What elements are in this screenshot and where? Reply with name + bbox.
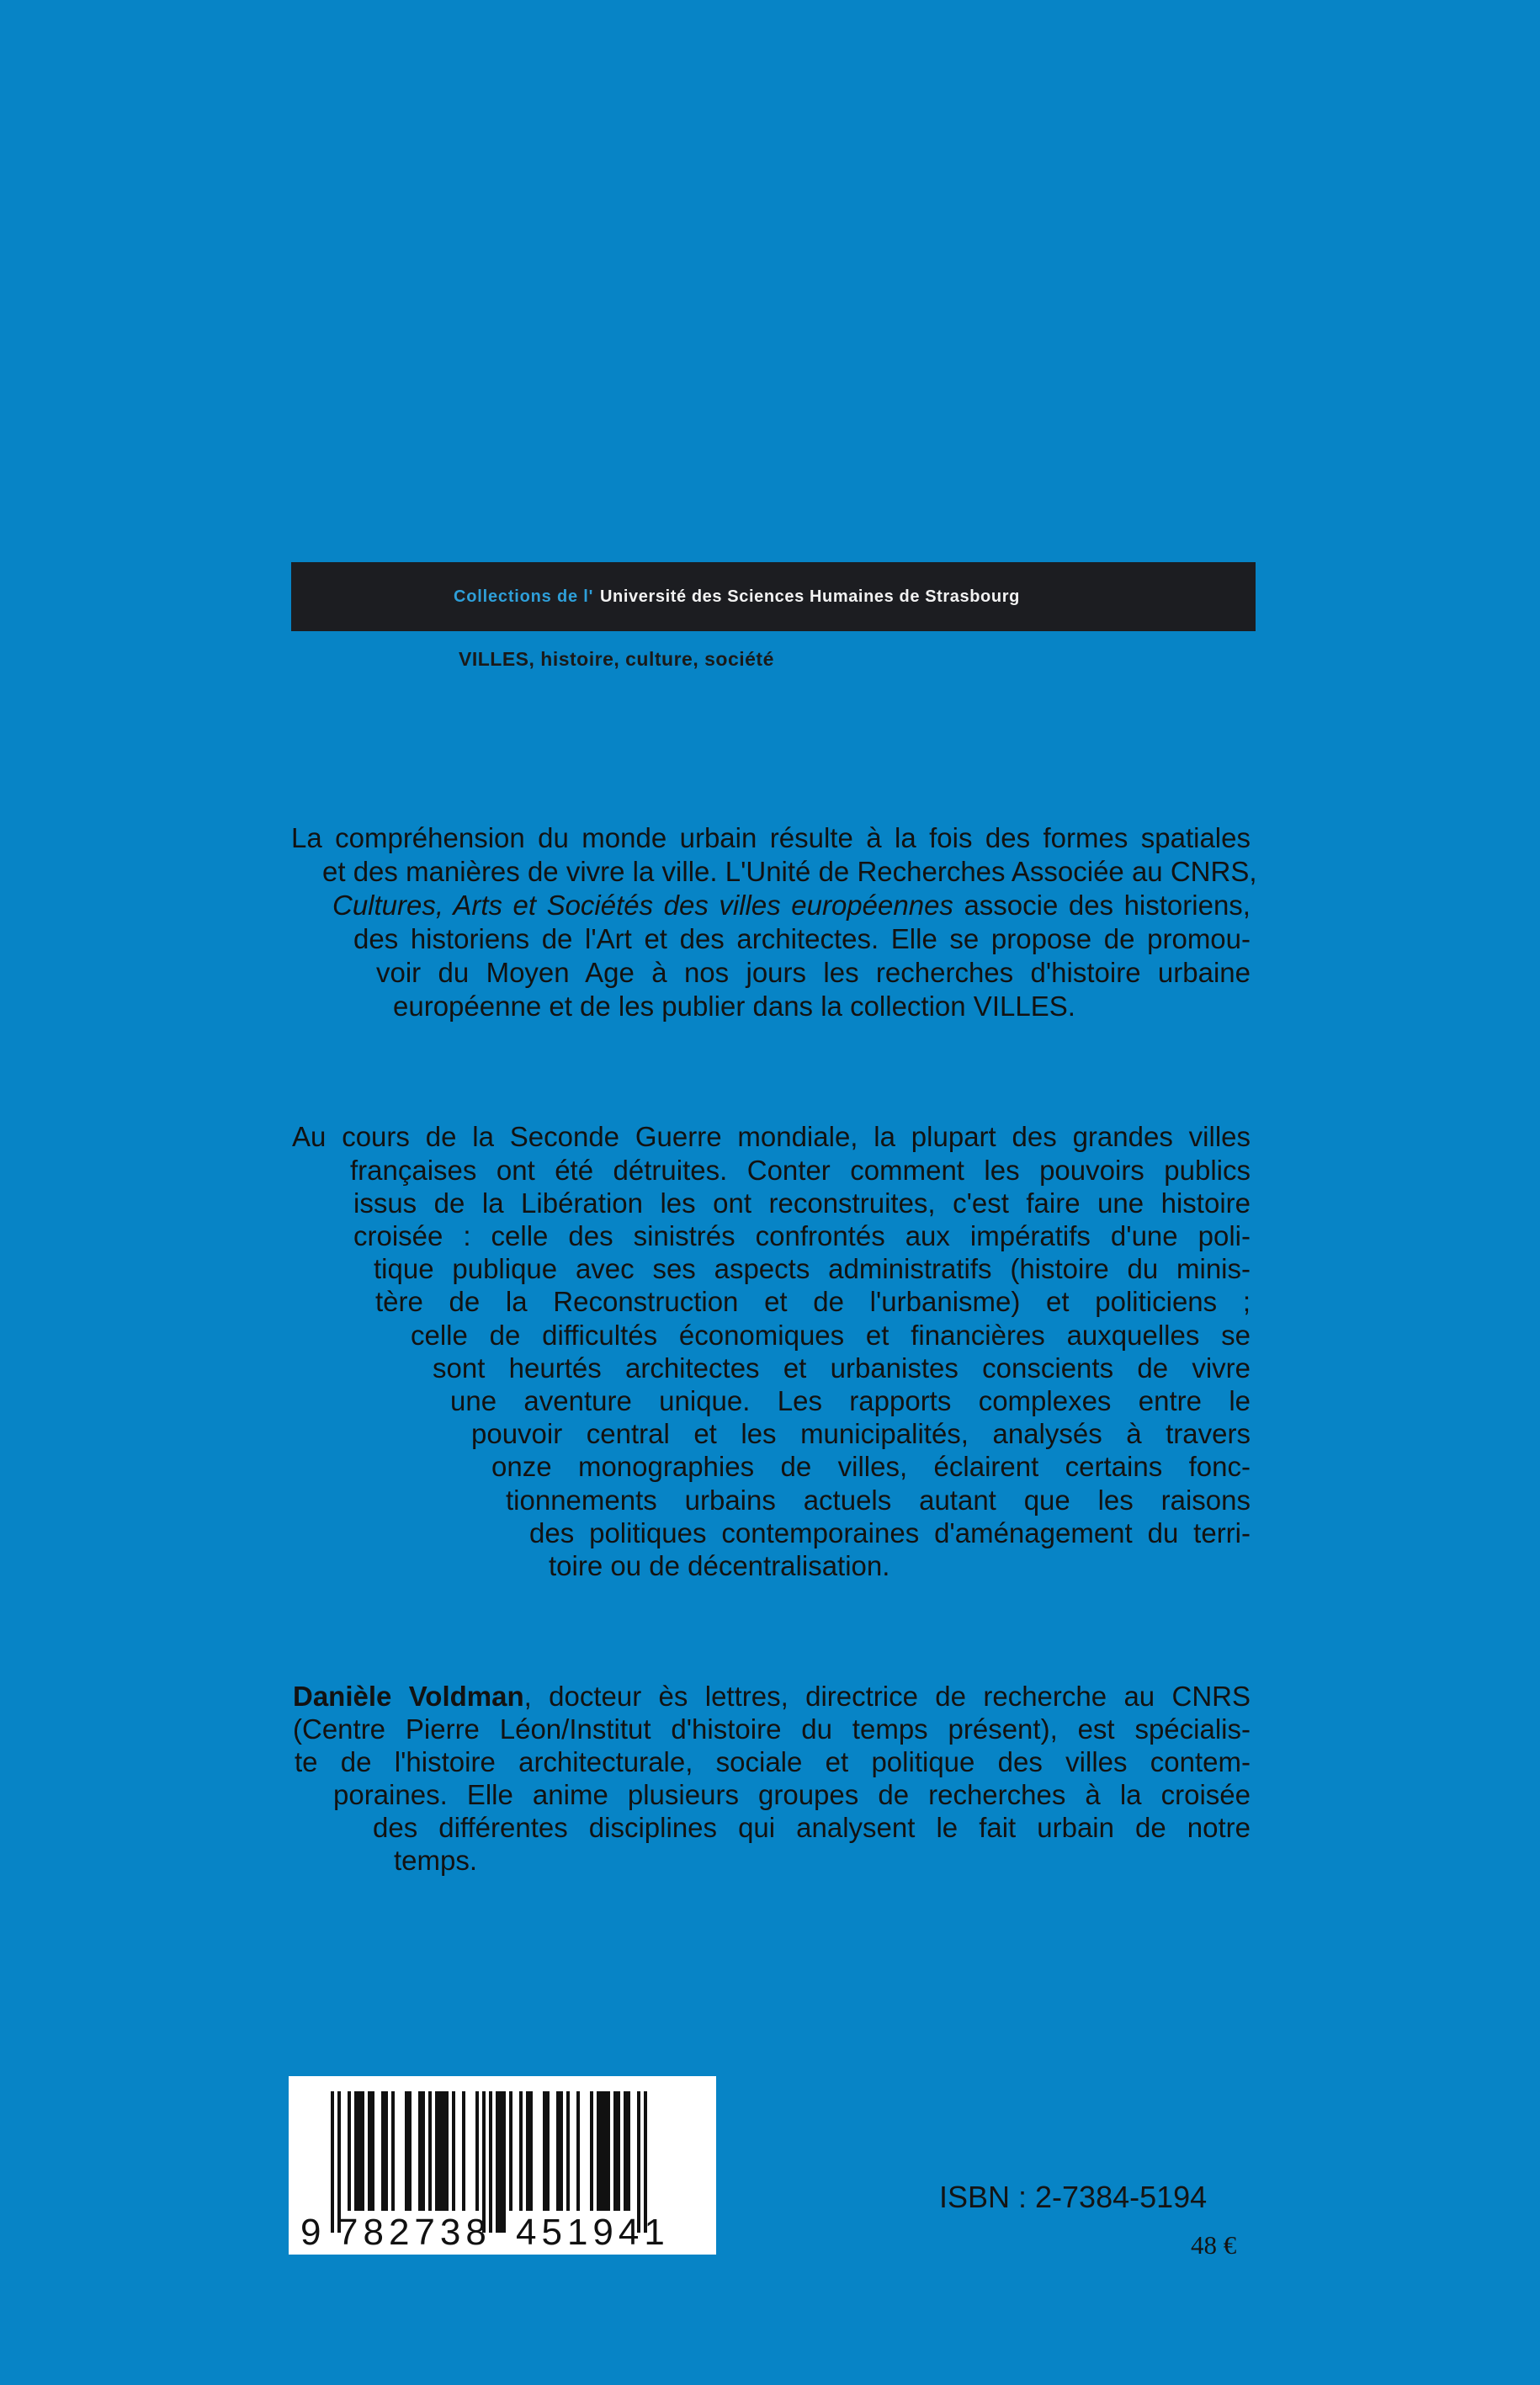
barcode-bar xyxy=(556,2091,563,2211)
barcode-bar xyxy=(526,2091,533,2211)
barcode-graphic xyxy=(289,2076,716,2255)
barcode-bar xyxy=(590,2091,593,2211)
lab-name: Cultures, Arts et Sociétés des villes européennes xyxy=(332,890,953,921)
text-line: (Centre Pierre Léon/Institut d'histoire du temps présent), est spécialis- xyxy=(293,1713,1251,1745)
barcode-bar xyxy=(509,2091,512,2211)
barcode-bar xyxy=(519,2091,523,2211)
barcode-bar xyxy=(428,2091,432,2211)
barcode-bar xyxy=(452,2091,455,2211)
text-line xyxy=(332,889,1251,922)
text-line: poraines. Elle anime plusieurs groupes de recherches à la croisée xyxy=(333,1779,1251,1810)
barcode-group-right: 451941 xyxy=(516,2212,670,2253)
price: 48 € xyxy=(1191,2230,1237,2260)
barcode-bar xyxy=(624,2091,630,2211)
barcode-bar xyxy=(543,2091,550,2211)
barcode-bar xyxy=(435,2091,449,2211)
text-line: une aventure unique. Les rapports complexes entre le xyxy=(450,1385,1251,1416)
text-line: tère de la Reconstruction et de l'urbanisme) et politiciens ; xyxy=(375,1286,1251,1317)
barcode-bar xyxy=(405,2091,412,2211)
text-line: sont heurtés architectes et urbanistes conscients de vivre xyxy=(433,1352,1251,1384)
text-line: françaises ont été détruites. Conter comment les pouvoirs publics xyxy=(350,1155,1251,1186)
text-segment: , docteur ès lettres, directrice de recherche au CNRS xyxy=(523,1681,1251,1712)
barcode-bar xyxy=(475,2091,479,2211)
collection-banner xyxy=(291,562,1256,631)
text-line: toire ou de décentralisation. xyxy=(549,1550,890,1581)
barcode-bar xyxy=(368,2091,374,2211)
university-name: Université des Sciences Humaines de Strasbourg xyxy=(600,587,1020,606)
collections-prefix: Collections de l' xyxy=(454,587,594,606)
text-line: La compréhension du monde urbain résulte à la fois des formes spatiales xyxy=(291,822,1251,853)
text-segment: associe des historiens, xyxy=(953,890,1251,921)
text-line: issus de la Libération les ont reconstruites, c'est faire une histoire xyxy=(353,1187,1251,1219)
text-line: pouvoir central et les municipalités, analysés à travers xyxy=(471,1418,1251,1449)
text-line: européenne et de les publier dans la collection VILLES. xyxy=(393,991,1075,1022)
text-line: temps. xyxy=(394,1845,478,1876)
author-name: Danièle Voldman xyxy=(293,1681,524,1712)
barcode-bar xyxy=(348,2091,351,2211)
barcode-bar xyxy=(597,2091,610,2211)
barcode-group-left: 782738 xyxy=(337,2212,491,2253)
barcode-bar xyxy=(418,2091,425,2211)
barcode-bar xyxy=(381,2091,388,2211)
text-line: des politiques contemporaines d'aménagement du terri- xyxy=(529,1517,1251,1548)
barcode-bar xyxy=(613,2091,620,2211)
text-line xyxy=(293,1680,1251,1713)
barcode-bar xyxy=(354,2091,364,2211)
text-line: onze monographies de villes, éclairent certains fonc- xyxy=(491,1451,1251,1482)
text-line: croisée : celle des sinistrés confrontés aux impératifs d'une poli- xyxy=(353,1220,1251,1251)
barcode-bar xyxy=(391,2091,395,2211)
barcode-bar xyxy=(566,2091,570,2211)
barcode-bar xyxy=(331,2091,334,2233)
barcode xyxy=(289,2076,716,2255)
text-line: et des manières de vivre la ville. L'Unité de Recherches Associée au CNRS, xyxy=(322,856,1257,887)
text-line: des historiens de l'Art et des architectes. Elle se propose de promou- xyxy=(353,923,1251,954)
text-line: tionnements urbains actuels autant que les raisons xyxy=(506,1485,1251,1516)
barcode-bar xyxy=(496,2091,506,2233)
text-line: voir du Moyen Age à nos jours les recherches d'histoire urbaine xyxy=(376,957,1251,988)
text-line: Au cours de la Seconde Guerre mondiale, la plupart des grandes villes xyxy=(292,1121,1251,1152)
barcode-first-digit: 9 xyxy=(300,2212,321,2253)
isbn: ISBN : 2-7384-5194 xyxy=(939,2180,1208,2214)
barcode-bar xyxy=(462,2091,465,2211)
text-line: des différentes disciplines qui analysent le fait urbain de notre xyxy=(373,1812,1251,1843)
text-line: tique publique avec ses aspects administratifs (histoire du minis- xyxy=(374,1253,1251,1284)
series-title: VILLES, histoire, culture, société xyxy=(459,648,774,670)
barcode-bar xyxy=(576,2091,580,2211)
text-line: te de l'histoire architecturale, sociale et politique des villes contem- xyxy=(295,1746,1251,1777)
text-line: celle de difficultés économiques et financières auxquelles se xyxy=(411,1320,1251,1351)
